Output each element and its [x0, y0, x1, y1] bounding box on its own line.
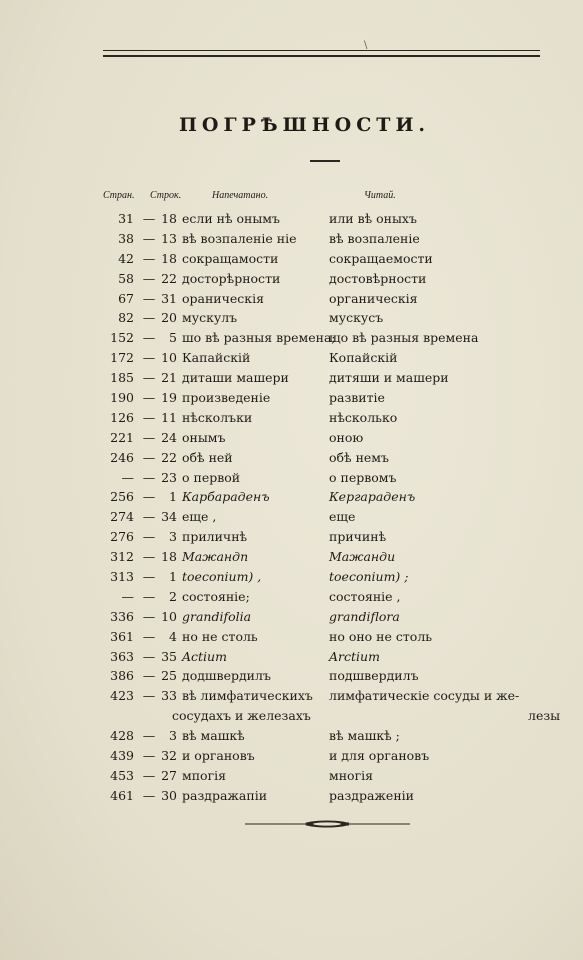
errata-printed: ораническія — [182, 290, 265, 306]
errata-row — [0, 547, 583, 567]
errata-line: 27 — [161, 767, 177, 783]
errata-line: 10 — [161, 350, 177, 366]
errata-row — [0, 269, 583, 289]
errata-correction: мускусъ — [329, 310, 384, 326]
errata-dash: — — [142, 608, 156, 624]
errata-printed: grandifolia — [182, 608, 252, 624]
errata-correction: достовѣрности — [329, 270, 427, 286]
errata-correction: Кергараденъ — [329, 489, 416, 505]
errata-page: — — [121, 588, 134, 604]
errata-page: 82 — [118, 310, 134, 326]
errata-page: 428 — [110, 728, 134, 744]
errata-line: 30 — [161, 787, 177, 803]
errata-page: 361 — [110, 628, 134, 644]
errata-correction: toeconium) ; — [329, 569, 409, 585]
column-headers — [0, 190, 583, 206]
errata-dash: — — [142, 250, 156, 266]
errata-line: 19 — [161, 390, 177, 406]
errata-row — [0, 368, 583, 388]
errata-row — [0, 647, 583, 667]
errata-dash: — — [142, 489, 156, 505]
errata-correction: вѣ машкѣ ; — [329, 728, 400, 744]
errata-printed: вѣ машкѣ — [182, 728, 245, 744]
errata-row — [0, 468, 583, 488]
errata-printed: приличнѣ — [182, 529, 248, 545]
header-printed: Напечатано. — [212, 190, 269, 201]
errata-row — [0, 527, 583, 547]
errata-correction: нѣсколько — [329, 409, 398, 425]
errata-page: 274 — [110, 509, 134, 525]
errata-printed: toeconium) , — [182, 569, 262, 585]
errata-page: 221 — [110, 429, 134, 445]
errata-correction: обѣ немъ — [329, 449, 389, 465]
errata-page: 453 — [110, 767, 134, 783]
errata-printed: еще , — [182, 509, 217, 525]
errata-correction: о первомъ — [329, 469, 397, 485]
errata-row — [0, 706, 583, 726]
errata-row — [0, 726, 583, 746]
errata-row — [0, 348, 583, 368]
errata-line: 25 — [161, 668, 177, 684]
errata-dash: — — [142, 569, 156, 585]
top-rule-thick — [103, 55, 540, 57]
errata-page: 58 — [118, 270, 134, 286]
errata-dash: — — [142, 668, 156, 684]
errata-page: 256 — [110, 489, 134, 505]
errata-page: 152 — [110, 330, 134, 346]
errata-dash: — — [142, 270, 156, 286]
errata-row — [0, 229, 583, 249]
errata-dash: — — [142, 390, 156, 406]
errata-printed: о первой — [182, 469, 241, 485]
errata-printed: додшвердилъ — [182, 668, 271, 684]
errata-line: 11 — [161, 409, 177, 425]
errata-line: 22 — [161, 270, 177, 286]
errata-row — [0, 607, 583, 627]
errata-row — [0, 428, 583, 448]
errata-line: 5 — [169, 330, 177, 346]
errata-line: 21 — [161, 370, 177, 386]
errata-page: 126 — [110, 409, 134, 425]
errata-dash: — — [142, 290, 156, 306]
errata-line: 18 — [161, 250, 177, 266]
errata-correction: подшвердилъ — [329, 668, 419, 684]
errata-row — [0, 627, 583, 647]
errata-dash: — — [142, 409, 156, 425]
errata-line: 18 — [161, 549, 177, 565]
errata-page: 386 — [110, 668, 134, 684]
errata-line: 20 — [161, 310, 177, 326]
errata-dash: — — [142, 230, 156, 246]
errata-line: 32 — [161, 748, 177, 764]
header-line: Строк. — [150, 190, 182, 201]
errata-printed: сосудахъ и железахъ — [172, 708, 311, 724]
errata-row — [0, 308, 583, 328]
errata-dash: — — [142, 648, 156, 664]
errata-row — [0, 686, 583, 706]
errata-row — [0, 766, 583, 786]
errata-dash: — — [142, 350, 156, 366]
errata-dash: — — [142, 529, 156, 545]
errata-dash: — — [142, 211, 156, 226]
errata-line: 22 — [161, 449, 177, 465]
errata-page: 423 — [110, 688, 134, 704]
errata-page: 461 — [110, 787, 134, 803]
errata-row — [0, 746, 583, 766]
errata-dash: — — [142, 748, 156, 764]
errata-row — [0, 408, 583, 428]
errata-correction: но оно не столь — [329, 628, 433, 644]
errata-correction: що вѣ разныя времена — [329, 330, 479, 346]
errata-page: 42 — [118, 250, 134, 266]
page-title: ПОГРѢШНОСТИ. — [178, 114, 431, 136]
errata-dash: — — [142, 728, 156, 744]
errata-row — [0, 587, 583, 607]
errata-row — [0, 209, 583, 229]
errata-line: 1 — [169, 489, 177, 505]
errata-correction: Arctium — [329, 648, 380, 664]
errata-printed: Капайскій — [182, 350, 251, 366]
errata-page: 336 — [110, 608, 134, 624]
errata-line: 23 — [161, 469, 177, 485]
errata-row — [0, 448, 583, 468]
errata-dash: — — [142, 310, 156, 326]
errata-page: 312 — [110, 549, 134, 565]
errata-page: 190 — [110, 390, 134, 406]
errata-dash: — — [142, 549, 156, 565]
errata-dash: — — [142, 688, 156, 704]
errata-correction: органическія — [329, 290, 418, 306]
errata-page: — — [121, 469, 134, 485]
errata-page: 172 — [110, 350, 134, 366]
errata-printed: досторѣрности — [182, 270, 281, 286]
errata-dash: — — [142, 509, 156, 525]
errata-page: 185 — [110, 370, 134, 386]
errata-page: 31 — [118, 211, 134, 226]
header-page: Стран. — [103, 190, 135, 201]
errata-page: 363 — [110, 648, 134, 664]
errata-correction: или вѣ оныхъ — [329, 211, 417, 226]
errata-correction: сокращаемости — [329, 250, 433, 266]
errata-line: 31 — [161, 290, 177, 306]
errata-row — [0, 289, 583, 309]
errata-correction: и для органовъ — [329, 748, 430, 764]
errata-line: 4 — [169, 628, 177, 644]
errata-printed: произведеніе — [182, 390, 271, 406]
errata-dash: — — [142, 628, 156, 644]
errata-dash: — — [142, 787, 156, 803]
errata-page: 67 — [118, 290, 134, 306]
errata-line: 18 — [161, 211, 177, 226]
errata-printed: шо вѣ разныя времена; — [182, 330, 336, 346]
errata-dash: — — [142, 588, 156, 604]
errata-correction: раздраженіи — [329, 787, 414, 803]
errata-dash: — — [142, 469, 156, 485]
errata-printed: состоянie; — [182, 588, 250, 604]
errata-printed: вѣ лимфатическихъ — [182, 688, 313, 704]
errata-correction: Копайскій — [329, 350, 398, 366]
errata-line: 3 — [169, 728, 177, 744]
errata-line: 10 — [161, 608, 177, 624]
errata-printed: если нѣ онымъ — [182, 211, 280, 226]
errata-line: 2 — [169, 588, 177, 604]
errata-row — [0, 328, 583, 348]
errata-dash: — — [142, 429, 156, 445]
errata-printed: вѣ возпаленіе ніе — [182, 230, 297, 246]
errata-row — [0, 487, 583, 507]
errata-printed: сокращамости — [182, 250, 279, 266]
errata-line: 24 — [161, 429, 177, 445]
top-rule — [103, 50, 540, 51]
errata-dash: — — [142, 370, 156, 386]
header-read: Читай. — [364, 190, 396, 201]
errata-page: 246 — [110, 449, 134, 465]
errata-correction: вѣ возпаленіе — [329, 230, 420, 246]
errata-line: 1 — [169, 569, 177, 585]
errata-page: 439 — [110, 748, 134, 764]
errata-correction: лимфатическіе сосуды и же- — [329, 688, 520, 704]
errata-printed: Карбараденъ — [182, 489, 270, 505]
errata-row — [0, 388, 583, 408]
errata-correction: развитіе — [329, 390, 385, 406]
errata-row — [0, 666, 583, 686]
errata-printed: онымъ — [182, 429, 226, 445]
errata-line: 33 — [161, 688, 177, 704]
tail-ornament — [245, 818, 410, 830]
title-rule — [310, 160, 340, 162]
errata-correction: оною — [329, 429, 364, 445]
errata-printed: Мажандп — [182, 549, 249, 565]
errata-row — [0, 507, 583, 527]
errata-correction: Мажанди — [329, 549, 396, 565]
errata-correction: состоянie , — [329, 588, 401, 604]
errata-correction: лезы — [528, 708, 561, 724]
errata-row — [0, 249, 583, 269]
errata-printed: мпогія — [182, 767, 227, 783]
errata-dash: — — [142, 330, 156, 346]
errata-line: 35 — [161, 648, 177, 664]
errata-line: 34 — [161, 509, 177, 525]
errata-printed: Actium — [182, 648, 227, 664]
errata-page: 276 — [110, 529, 134, 545]
folio-mark: \ — [364, 40, 368, 51]
errata-list — [0, 209, 583, 806]
errata-page: 38 — [118, 230, 134, 246]
errata-row — [0, 786, 583, 806]
errata-printed: мускулъ — [182, 310, 238, 326]
errata-page: 313 — [110, 569, 134, 585]
errata-correction: еще — [329, 509, 356, 525]
errata-correction: grandiflora — [329, 608, 400, 624]
errata-printed: раздражапіи — [182, 787, 268, 803]
errata-dash: — — [142, 767, 156, 783]
errata-printed: обѣ ней — [182, 449, 233, 465]
errata-printed: но не столь — [182, 628, 258, 644]
errata-correction: многія — [329, 767, 374, 783]
errata-line: 13 — [161, 230, 177, 246]
errata-correction: причинѣ — [329, 529, 387, 545]
errata-row — [0, 567, 583, 587]
errata-correction: дитяши и машери — [329, 370, 449, 386]
errata-printed: нѣсколъки — [182, 409, 253, 425]
errata-line: 3 — [169, 529, 177, 545]
errata-printed: диташи машери — [182, 370, 289, 386]
errata-dash: — — [142, 449, 156, 465]
errata-printed: и органовъ — [182, 748, 255, 764]
